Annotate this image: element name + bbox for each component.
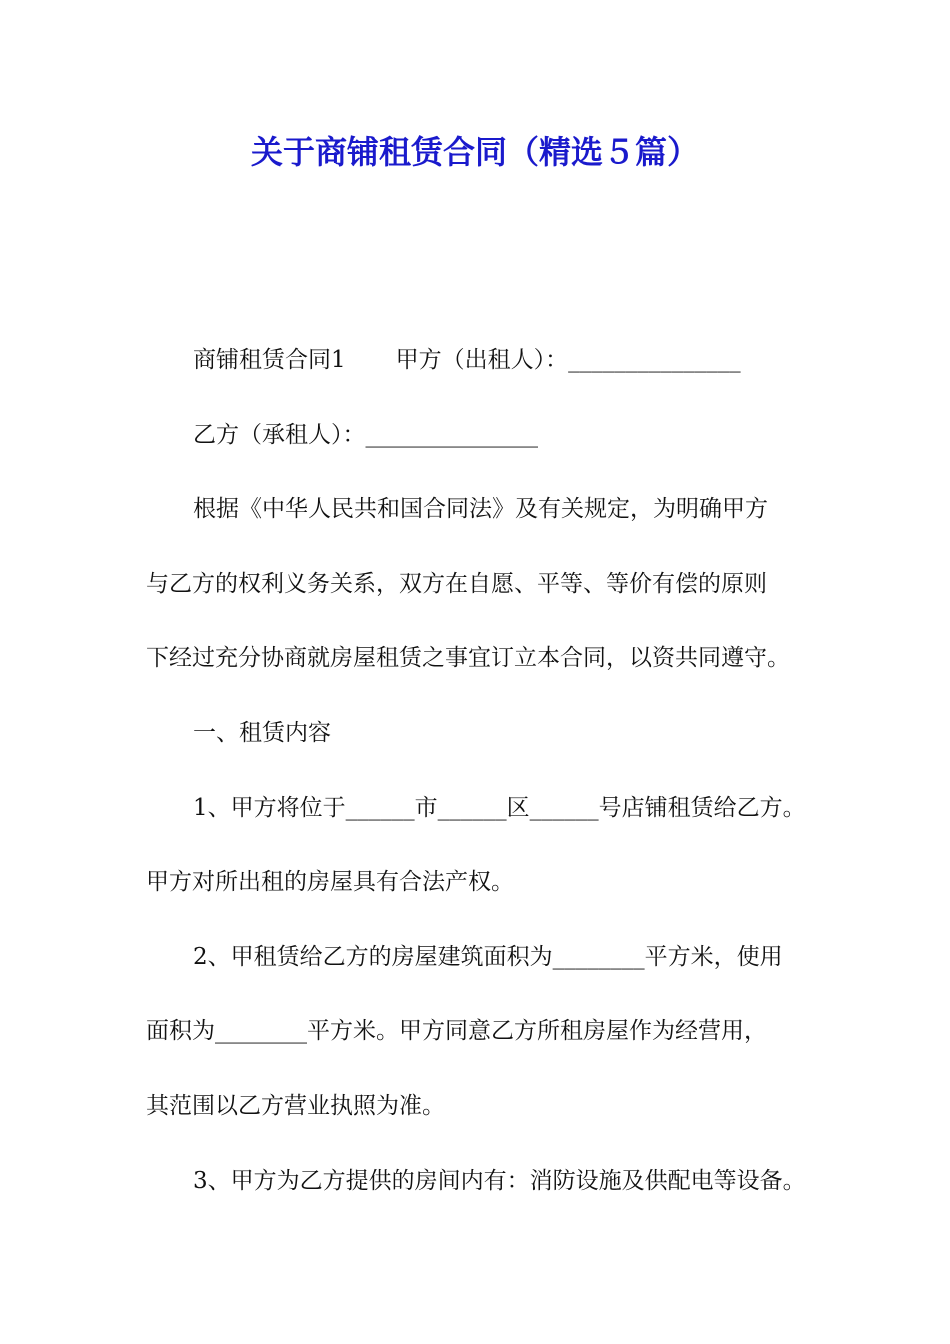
- paragraph-line: 与乙方的权利义务关系，双方在自愿、平等、等价有偿的原则: [146, 570, 767, 597]
- contract-heading: 商铺租赁合同1: [193, 347, 346, 373]
- paragraph-line: 面积为________平方米。甲方同意乙方所租房屋作为经营用，: [146, 1018, 767, 1045]
- party-a-field: 甲方（出租人）：_______________: [395, 347, 741, 373]
- paragraph-line: 下经过充分协商就房屋租赁之事宜订立本合同，以资共同遵守。: [146, 645, 790, 672]
- paragraph-line: 乙方（承租人）：_______________: [193, 421, 538, 448]
- paragraph-line: 甲方对所出租的房屋具有合法产权。: [146, 869, 514, 896]
- document-body: [146, 336, 826, 1231]
- paragraph-line: [146, 336, 826, 411]
- paragraph-line: 2、甲租赁给乙方的房屋建筑面积为________平方米，使用: [193, 943, 783, 970]
- section-heading: 一、租赁内容: [193, 719, 331, 746]
- paragraph-line: 其范围以乙方营业执照为准。: [146, 1092, 445, 1119]
- paragraph-line: 1、甲方将位于______市______区______号店铺租赁给乙方。: [193, 794, 806, 821]
- paragraph-line: 根据《中华人民共和国合同法》及有关规定，为明确甲方: [193, 496, 768, 523]
- paragraph-line: 3、甲方为乙方提供的房间内有：消防设施及供配电等设备。: [193, 1167, 806, 1194]
- document-title: 关于商铺租赁合同（精选５篇）: [250, 133, 699, 171]
